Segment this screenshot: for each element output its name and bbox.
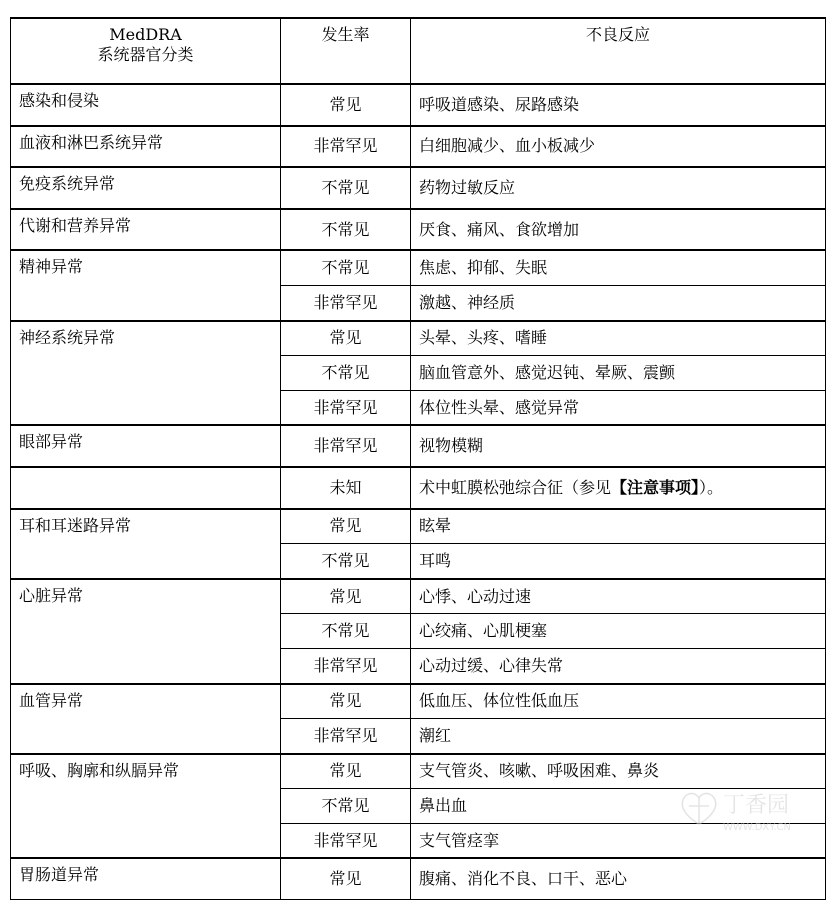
reaction-cell: 头晕、头疼、嗜睡 — [411, 321, 826, 356]
reaction-cell: 心绞痛、心肌梗塞 — [411, 614, 826, 649]
frequency-cell: 非常罕见 — [281, 823, 411, 858]
table-row — [11, 209, 826, 251]
soc-cell: 耳和耳迷路异常 — [11, 509, 281, 579]
soc-cell: 代谢和营养异常 — [11, 209, 281, 251]
reaction-post-text: ）。 — [699, 477, 724, 497]
table-row — [11, 84, 826, 126]
frequency-cell: 常见 — [281, 84, 411, 126]
soc-cell: 血管异常 — [11, 684, 281, 754]
soc-cell: 眼部异常 — [11, 425, 281, 467]
frequency-cell: 不常见 — [281, 167, 411, 209]
reaction-cell: 视物模糊 — [411, 425, 826, 467]
reaction-cell: 眩晕 — [411, 509, 826, 544]
table-row — [11, 858, 826, 899]
reaction-cell: 呼吸道感染、尿路感染 — [411, 84, 826, 126]
frequency-cell: 常见 — [281, 858, 411, 899]
header-soc-line2: 系统器官分类 — [97, 45, 194, 64]
reaction-cell: 厌食、痛风、食欲增加 — [411, 209, 826, 251]
soc-cell: 精神异常 — [11, 250, 281, 320]
frequency-cell: 不常见 — [281, 789, 411, 824]
reaction-cell: 药物过敏反应 — [411, 167, 826, 209]
reaction-cell: 腹痛、消化不良、口干、恶心 — [411, 858, 826, 899]
soc-cell: 心脏异常 — [11, 579, 281, 684]
reaction-cell: 支气管炎、咳嗽、呼吸困难、鼻炎 — [411, 754, 826, 789]
frequency-cell: 常见 — [281, 754, 411, 789]
reaction-cell — [411, 467, 826, 509]
table-row — [11, 509, 826, 544]
frequency-cell: 非常罕见 — [281, 126, 411, 168]
watermark-url: WWW.DXY.CN — [723, 822, 791, 833]
reaction-bold-text: 【注意事项】 — [611, 477, 700, 497]
header-soc — [11, 18, 281, 84]
frequency-cell: 常见 — [281, 321, 411, 356]
frequency-cell: 不常见 — [281, 356, 411, 391]
frequency-cell: 非常罕见 — [281, 648, 411, 683]
header-reaction: 不良反应 — [411, 18, 826, 84]
header-frequency: 发生率 — [281, 18, 411, 84]
table-row — [11, 126, 826, 168]
table-row — [11, 684, 826, 719]
soc-cell: 免疫系统异常 — [11, 167, 281, 209]
reaction-cell: 焦虑、抑郁、失眠 — [411, 250, 826, 285]
watermark-logo — [671, 778, 821, 838]
frequency-cell: 非常罕见 — [281, 719, 411, 754]
reaction-cell: 白细胞减少、血小板减少 — [411, 126, 826, 168]
reaction-cell: 心悸、心动过速 — [411, 579, 826, 614]
watermark-brand: 丁香园 — [723, 793, 790, 818]
frequency-cell: 非常罕见 — [281, 425, 411, 467]
soc-cell: 胃肠道异常 — [11, 858, 281, 899]
header-row — [11, 18, 826, 84]
table-header — [11, 18, 826, 84]
reaction-cell: 脑血管意外、感觉迟钝、晕厥、震颤 — [411, 356, 826, 391]
frequency-cell: 不常见 — [281, 614, 411, 649]
header-soc-line1: MedDRA — [109, 25, 182, 44]
table-row — [11, 467, 826, 509]
reaction-pre-text: 术中虹膜松弛综合征（参见 — [419, 477, 612, 497]
frequency-cell: 非常罕见 — [281, 285, 411, 320]
table-row — [11, 579, 826, 614]
frequency-cell: 不常见 — [281, 250, 411, 285]
reaction-cell: 低血压、体位性低血压 — [411, 684, 826, 719]
frequency-cell: 常见 — [281, 684, 411, 719]
reaction-cell: 体位性头晕、感觉异常 — [411, 390, 826, 425]
soc-cell: 血液和淋巴系统异常 — [11, 126, 281, 168]
soc-cell — [11, 467, 281, 509]
reaction-cell: 激越、神经质 — [411, 285, 826, 320]
reaction-cell: 鼻出血 — [411, 789, 826, 824]
soc-cell: 呼吸、胸廓和纵膈异常 — [11, 754, 281, 859]
frequency-cell: 常见 — [281, 579, 411, 614]
reaction-cell: 潮红 — [411, 719, 826, 754]
frequency-cell: 未知 — [281, 467, 411, 509]
reaction-cell: 支气管痉挛 — [411, 823, 826, 858]
frequency-cell: 常见 — [281, 509, 411, 544]
frequency-cell: 不常见 — [281, 209, 411, 251]
table-row — [11, 321, 826, 356]
frequency-cell: 非常罕见 — [281, 390, 411, 425]
table-row — [11, 425, 826, 467]
table-row — [11, 167, 826, 209]
adverse-reactions-table — [10, 17, 826, 900]
reaction-cell: 心动过缓、心律失常 — [411, 648, 826, 683]
reaction-cell: 耳鸣 — [411, 544, 826, 579]
soc-cell: 神经系统异常 — [11, 321, 281, 426]
soc-cell: 感染和侵染 — [11, 84, 281, 126]
table-row — [11, 250, 826, 285]
frequency-cell: 不常见 — [281, 544, 411, 579]
